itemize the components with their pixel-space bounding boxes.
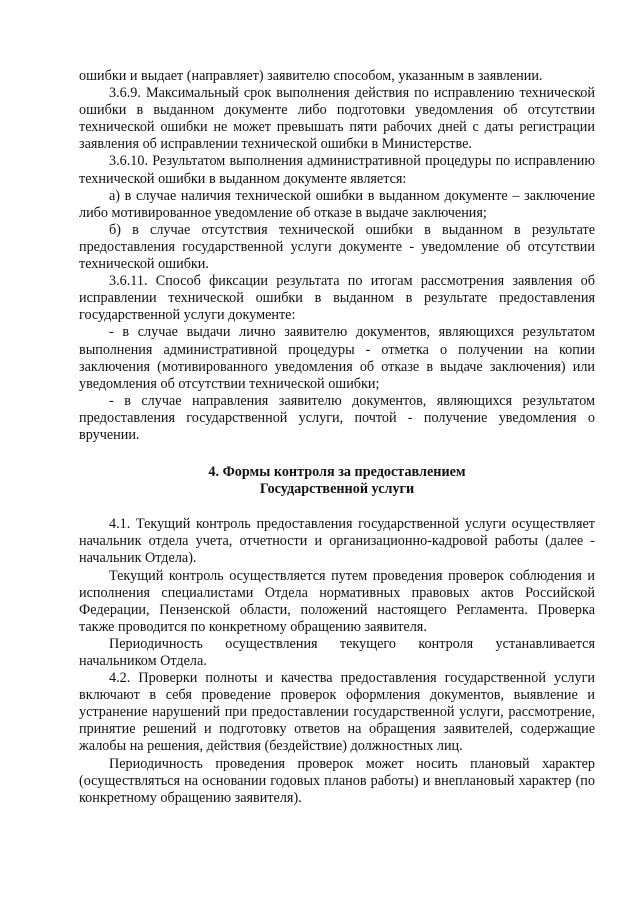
paragraph-3-6-10: 3.6.10. Результатом выполнения административной процедуры по исправлению технической ошибки в выданном документе является: xyxy=(79,153,595,187)
paragraph-continuation: ошибки и выдает (направляет) заявителю способом, указанным в заявлении. xyxy=(79,68,543,84)
paragraph-3-6-9: 3.6.9. Максимальный срок выполнения действия по исправлению технической ошибки в выданном документе либо подготовки уведомления об отсутствии технической ошибки не может превышать пяти рабочих дней с даты регистрации заявления об исправлении технической ошибки в Министерстве. xyxy=(79,85,595,153)
paragraph-item-b: б) в случае отсутствия технической ошибки в выданном в результате предоставления государственной услуги документе - уведомление об отсутствии технической ошибки. xyxy=(79,221,595,273)
paragraph-4-1: 4.1. Текущий контроль предоставления государственной услуги осуществляет начальник отдела учета, отчетности и организационно-кадровой работы (далее - начальник Отдела). xyxy=(79,516,595,567)
paragraph-3-6-11: 3.6.11. Способ фиксации результата по итогам рассмотрения заявления об исправлении технической ошибки в выданном в результате предоставления государственной услуги документе: xyxy=(79,273,595,324)
section-heading-line-1: 4. Формы контроля за предоставлением xyxy=(208,464,466,481)
paragraph-4-2: 4.2. Проверки полноты и качества предоставления государственной услуги включают в себя проведение проверок оформления документов, выявление и устранение нарушений при предоставлении государственной услуги, рассмотрение, принятие решений и подготовку ответов на обращения заявителей, содержащие жалобы на решения, действия (бездействие) должностных лиц. xyxy=(79,670,595,755)
paragraph-dash-2: - в случае направления заявителю документов, являющихся результатом предоставления государственной услуги, почтой - получение уведомления о вручении. xyxy=(79,392,595,443)
section-heading xyxy=(79,464,595,498)
document-page xyxy=(79,68,595,807)
paragraph-inspection-periodicity: Периодичность проведения проверок может носить плановый характер (осуществляться на основании годовых планов работы) и внеплановый характер (по конкретному обращению заявителя). xyxy=(79,755,595,806)
paragraph-current-control: Текущий контроль осуществляется путем проведения проверок соблюдения и исполнения специалистами Отдела нормативных правовых актов Российской Федерации, Пензенской области, положений настоящего Регламента. Проверка также проводится по конкретному обращению заявителя. xyxy=(79,567,595,635)
paragraph-dash-1: - в случае выдачи лично заявителю документов, являющихся результатом выполнения административной процедуры - отметка о получении на копии заключения (мотивированного уведомления об отказе в выдаче заключения) или уведомления об отсутствии технической ошибки; xyxy=(79,324,595,392)
section-heading-line-2: Государственной услуги xyxy=(259,481,415,498)
paragraph-periodicity: Периодичность осуществления текущего контроля устанавливается начальником Отдела. xyxy=(79,635,595,669)
paragraph-item-a: а) в случае наличия технической ошибки в выданном документе – заключение либо мотивированное уведомление об отказе в выдаче заключения; xyxy=(79,187,595,221)
